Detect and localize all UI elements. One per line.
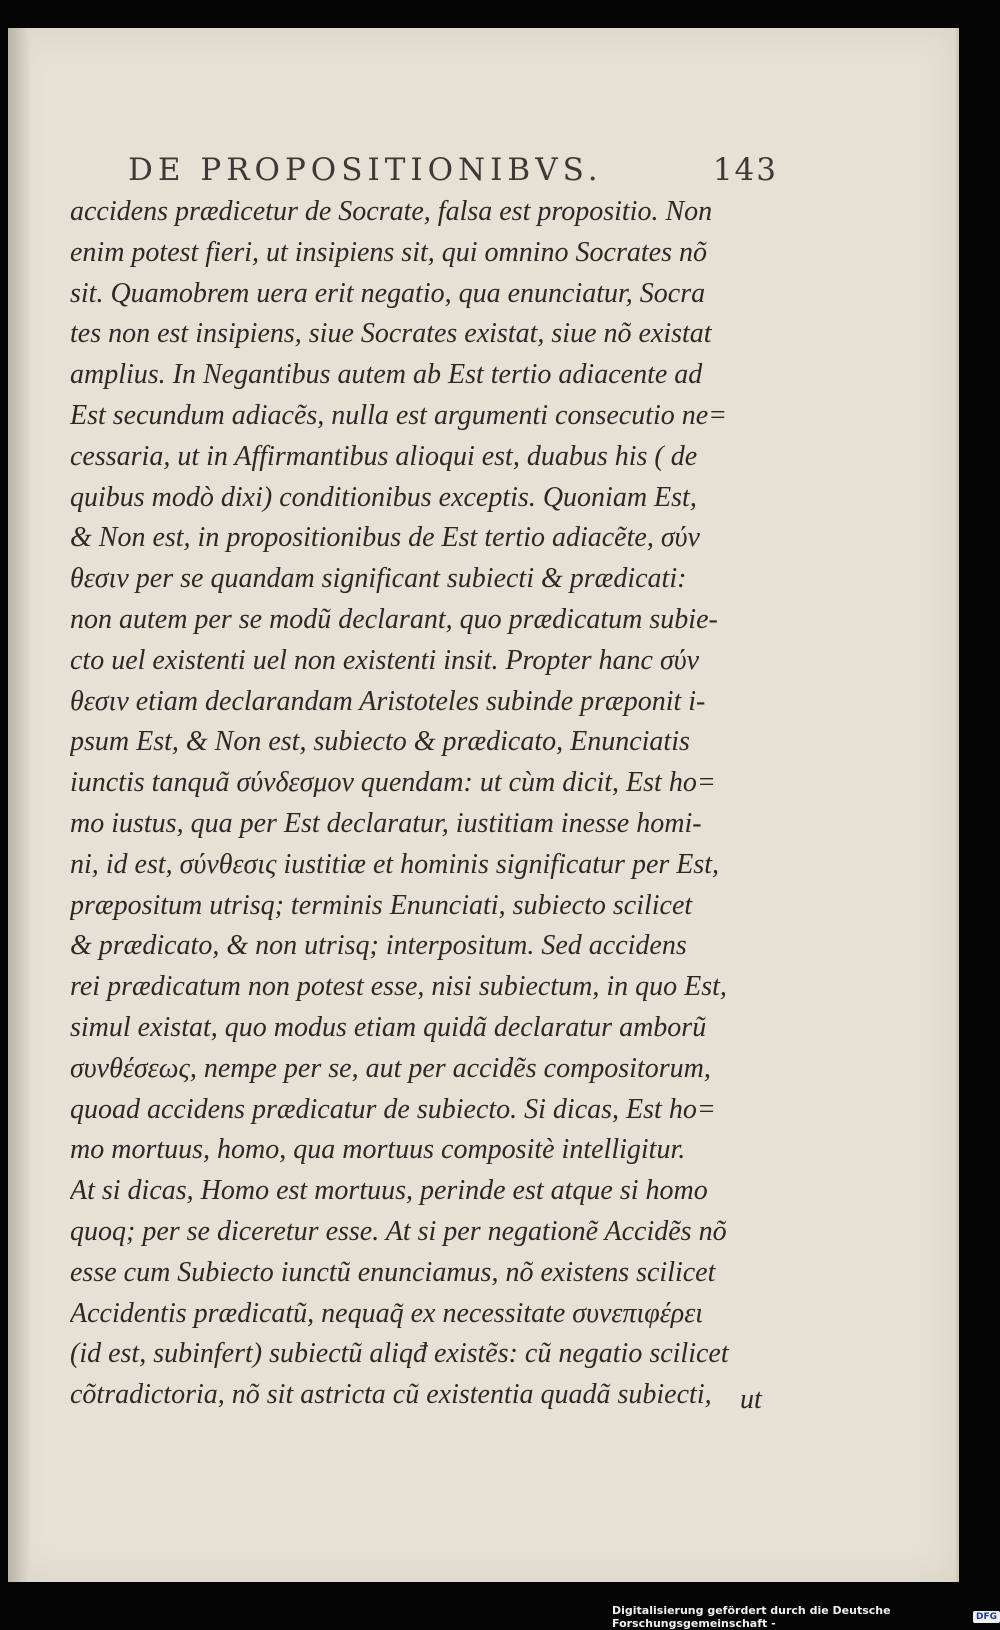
text-line: θεσιν per se quandam significant subiecti & prædicati:	[70, 563, 687, 595]
text-line: psum Est, & Non est, subiecto & prædicato, Enunciatis	[70, 726, 690, 758]
text-line: mo mortuus, homo, qua mortuus compositè intelligitur.	[70, 1134, 686, 1166]
text-line: ni, id est, σύνθεσις iustitiæ et hominis significatur per Est,	[70, 848, 720, 880]
digitization-credit	[612, 1604, 1000, 1630]
text-line: non autem per se modũ declarant, quo prædicatum subie-	[70, 603, 718, 635]
text-line: mo iustus, qua per Est declaratur, iustitiam inesse homi-	[70, 807, 702, 839]
text-line: rei prædicatum non potest esse, nisi subiectum, in quo Est,	[70, 971, 727, 1003]
text-line: cto uel existenti uel non existenti insit. Propter hanc σύν	[70, 644, 700, 676]
text-line: quoad accidens prædicatur de subiecto. Si dicas, Est ho=	[70, 1093, 716, 1125]
text-line: præpositum utrisq; terminis Enunciati, subiecto scilicet	[70, 889, 693, 921]
text-line: θεσιν etiam declarandam Aristoteles subinde præponit i-	[70, 685, 706, 717]
text-line: Accidentis prædicatũ, nequaq̃ ex necessitate συνεπιφέρει	[70, 1297, 704, 1329]
dfg-logo: DFG	[973, 1611, 1000, 1623]
text-line: iunctis tanquã σύνδεσμον quendam: ut cùm dicit, Est ho=	[70, 767, 716, 799]
running-title: DE PROPOSITIONIBVS.	[128, 152, 603, 188]
text-line: At si dicas, Homo est mortuus, perinde est atque si homo	[70, 1175, 708, 1207]
page-number: 143	[712, 152, 778, 188]
text-line: quibus modò dixi) conditionibus exceptis. Quoniam Est,	[70, 481, 697, 513]
text-line: Est secundum adiacẽs, nulla est argumenti consecutio ne=	[70, 399, 728, 431]
text-line: & Non est, in propositionibus de Est tertio adiacẽte, σύν	[70, 522, 700, 554]
text-line: amplius. In Negantibus autem ab Est tertio adiacente ad	[70, 359, 703, 391]
text-line: (id est, subinfert) subiectũ aliqđ existẽs: cũ negatio scilicet	[70, 1338, 729, 1370]
credit-text: Digitalisierung gefördert durch die Deutsche Forschungsgemeinschaft -	[612, 1604, 891, 1630]
text-line: cessaria, ut in Affirmantibus alioqui est, duabus his ( de	[70, 440, 698, 472]
text-line: esse cum Subiecto iunctũ enunciamus, nõ existens scilicet	[70, 1256, 716, 1288]
text-line: & prædicato, & non utrisq; interpositum. Sed accidens	[70, 930, 687, 962]
catchword: ut	[740, 1384, 762, 1415]
page-binding-shadow	[8, 28, 30, 1582]
text-line: simul existat, quo modus etiam quidã declaratur amborũ	[70, 1011, 707, 1043]
text-line: quoq; per se diceretur esse. At si per negationẽ Accidẽs nõ	[70, 1215, 727, 1247]
text-line: tes non est insipiens, siue Socrates existat, siue nõ existat	[70, 318, 712, 350]
body-text	[70, 192, 780, 1416]
text-line: cõtradictoria, nõ sit astricta cũ existentia quadã subiecti,	[70, 1379, 712, 1411]
page-header	[128, 152, 778, 192]
text-line: enim potest fieri, ut insipiens sit, qui omnino Socrates nõ	[70, 236, 707, 268]
text-line: sit. Quamobrem uera erit negatio, qua enunciatur, Socra	[70, 277, 706, 309]
text-line: accidens prædicetur de Socrate, falsa est propositio. Non	[70, 196, 713, 227]
text-line: συνθέσεως, nempe per se, aut per accidẽs compositorum,	[70, 1052, 711, 1084]
